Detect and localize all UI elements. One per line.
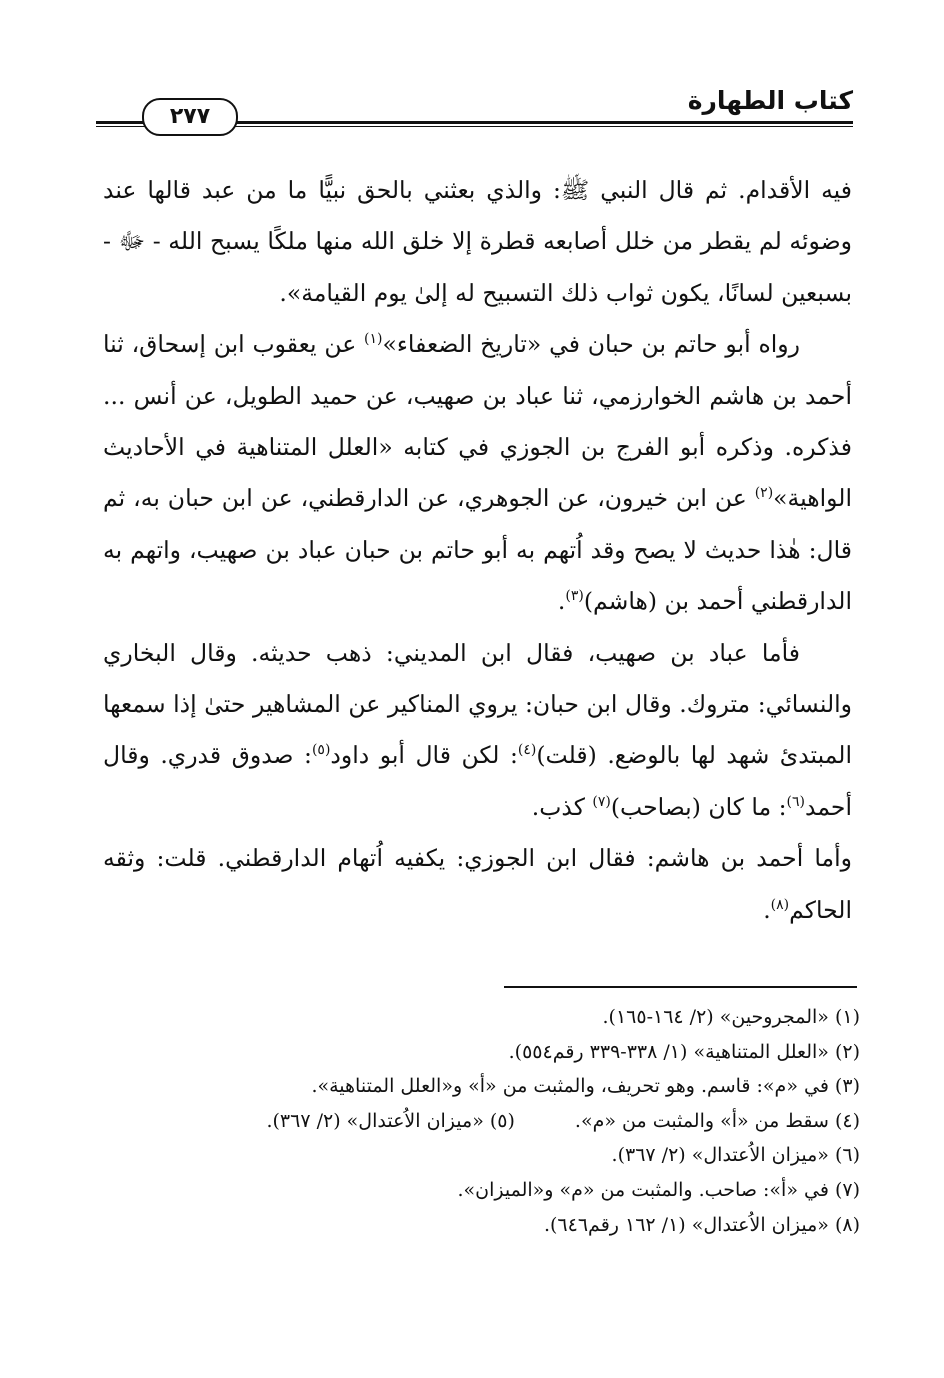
text-run: فأما عباد بن صهيب، فقال ابن المديني: ذهب حديثه. وقال البخاري والنسائي: متروك. وقال ابن حبان: يروي المناكير عن المشاهير حتىٰ إذا سمعها المبتدئ شهد لها بالوضع. (قلت) (103, 638, 852, 770)
footnote-text: (٥) «ميزان الاُعتدال» (٢/ ٣٦٧). (266, 1109, 515, 1132)
paragraph (103, 319, 852, 627)
page-header (96, 84, 853, 132)
footnote-ref: (٧) (592, 794, 611, 811)
footnote-ref: (١) (364, 331, 383, 348)
paragraph (103, 165, 852, 319)
footnote-text: (٤) سقط من «أ» والمثبت من «م». (574, 1109, 860, 1132)
footnotes (103, 1000, 860, 1242)
text-run: وأما أحمد بن هاشم: فقال ابن الجوزي: يكفيه اُتهام الدارقطني. قلت: وثقه الحاكم (103, 844, 852, 924)
footnote-text: (٢) «العلل المتناهية» (١/ ٣٣٨-٣٣٩ رقم٥٥٤). (508, 1040, 860, 1063)
page-number: ٢٧٧ (142, 98, 238, 136)
text-run: . (763, 895, 771, 924)
footnote-text: (٨) «ميزان الاُعتدال» (١/ ١٦٢ رقم٦٤٦). (543, 1213, 860, 1236)
footnote-text: (١) «المجروحين» (٢/ ١٦٤-١٦٥). (602, 1006, 860, 1028)
footnote-ref: (٢) (754, 485, 774, 502)
footnote-ref: (٥) (311, 742, 331, 759)
text-run: كذب. (531, 792, 593, 821)
footnote-ref: (٨) (770, 896, 790, 913)
footnote-separator (504, 986, 857, 988)
footnote-text: (٦) «ميزان الاُعتدال» (٢/ ٣٦٧). (611, 1144, 860, 1167)
text-run: عن ابن خيرون، عن الجوهري، عن الدارقطني، عن ابن حبان به، ثم قال: هٰذا حديث لا يصح وقد اُتهم به أبو حاتم بن حبان عباد بن صهيب، واتهم به الدارقطني أحمد بن (هاشم) (103, 484, 852, 616)
footnote (103, 1208, 860, 1243)
text-run: فيه الأقدام. ثم قال النبي ﷺ: والذي بعثني بالحق نبيًّا ما من عبد قالها عند وضوئه لم يقطر من خلل أصابعه قطرة إلا خلق الله منها ملكًا يسبح الله - ﷻ - بسبعين لسانًا، يكون ثواب ذلك التسبيح له إلىٰ يوم القيامة». (103, 176, 852, 307)
text-run: : لكن قال أبو داود (330, 741, 518, 770)
text-run: : ما كان (بصاحب) (610, 792, 787, 821)
footnote (103, 1104, 860, 1139)
text-run: عن يعقوب ابن إسحاق، ثنا أحمد بن هاشم الخوارزمي، ثنا عباد بن صهيب، عن حميد الطويل، عن أنس ... فذكره. وذكره أبو الفرج بن الجوزي في كتابه «العلل المتناهية في الأحاديث الواهية» (103, 330, 852, 513)
footnote (103, 1138, 860, 1173)
footnote-ref: (٦) (786, 794, 806, 811)
footnote-text: (٣) في «م»: قاسم. وهو تحريف، والمثبت من «أ» و«العلل المتناهية». (311, 1075, 860, 1098)
footnote (103, 1173, 860, 1208)
text-run: رواه أبو حاتم بن حبان في «تاريخ الضعفاء» (382, 330, 800, 359)
footnote (103, 1035, 860, 1070)
text-run: . (557, 587, 566, 616)
paragraph (103, 628, 852, 834)
footnote-text: (٧) في «أ»: صاحب. والمثبت من «م» و«الميزان». (457, 1178, 860, 1201)
footnote-ref: (٤) (517, 742, 537, 759)
paragraph (103, 833, 852, 936)
text-run: : صدوق قدري. وقال أحمد (103, 741, 852, 821)
chapter-title: كتاب الطهارة (682, 86, 853, 115)
footnote (103, 1000, 860, 1035)
main-text (103, 165, 852, 936)
footnote (103, 1069, 860, 1104)
footnote-ref: (٣) (565, 588, 584, 605)
